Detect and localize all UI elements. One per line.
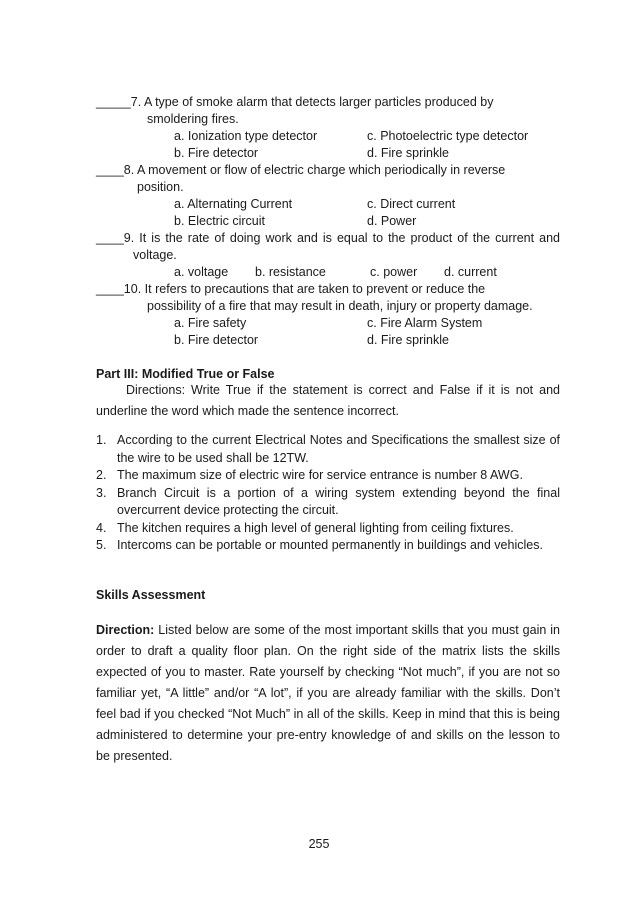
q9-option-c: c. power bbox=[370, 265, 418, 279]
q10-option-b: b. Fire detector bbox=[174, 333, 259, 347]
q7-option-a: a. Ionization type detector bbox=[174, 129, 318, 143]
q7-option-b: b. Fire detector bbox=[174, 146, 259, 160]
part3-heading: Part III: Modified True or False bbox=[96, 367, 275, 381]
q9-option-d: d. current bbox=[444, 265, 497, 279]
true-false-list bbox=[96, 432, 560, 555]
list-item: 2. The maximum size of electric wire for service entrance is number 8 AWG. bbox=[96, 468, 523, 482]
skills-heading: Skills Assessment bbox=[96, 588, 206, 602]
list-item: 4. The kitchen requires a high level of general lighting from ceiling fixtures. bbox=[96, 520, 514, 535]
q10-option-c: c. Fire Alarm System bbox=[367, 316, 483, 330]
list-item: 1. According to the current Electrical Notes and Specifications the smallest size of the wire to be used shall be 12TW. bbox=[96, 433, 560, 465]
q7-stem-cont: smoldering fires. bbox=[147, 112, 239, 126]
q9-option-b: b. resistance bbox=[255, 265, 326, 279]
q8-option-c: c. Direct current bbox=[367, 197, 456, 211]
q9-stem: ____9. It is the rate of doing work and is equal to the product of the current and bbox=[96, 231, 560, 245]
q10-stem: ____10. It refers to precautions that are taken to prevent or reduce the bbox=[96, 282, 486, 296]
skills-direction bbox=[96, 620, 560, 767]
page-number: 255 bbox=[308, 837, 330, 851]
q8-option-d: d. Power bbox=[367, 214, 417, 228]
q7-option-c: c. Photoelectric type detector bbox=[367, 129, 529, 143]
q7-option-d: d. Fire sprinkle bbox=[367, 146, 449, 160]
q10-stem-cont: possibility of a fire that may result in death, injury or property damage. bbox=[147, 299, 533, 313]
q10-option-d: d. Fire sprinkle bbox=[367, 333, 449, 347]
list-item: 3. Branch Circuit is a portion of a wiring system extending beyond the final overcurrent device protecting the circuit. bbox=[96, 485, 560, 517]
q8-option-b: b. Electric circuit bbox=[174, 214, 265, 228]
part3-directions: Directions: Write True if the statement is correct and False if it is not and underline the word which made the sentence incorrect. bbox=[96, 383, 560, 418]
q9-stem-cont: voltage. bbox=[133, 248, 177, 262]
skills-direction-label: Direction: bbox=[96, 623, 155, 637]
skills-direction-text: Listed below are some of the most important skills that you must gain in order to draft a quality floor plan. On the right side of the matrix lists the skills expected of you to master. Rate yourself by checking “Not much”, if you are not so familiar yet, “A little” and/or “A lot”, if you are already familiar with the skills. Don’t feel bad if you checked “Not Much” in all of the skills. Keep in mind that this is being administered to determine your pre-entry knowledge of and skills on the lesson to be presented. bbox=[96, 623, 560, 763]
q10-option-a: a. Fire safety bbox=[174, 316, 247, 330]
q9-option-a: a. voltage bbox=[174, 265, 229, 279]
q8-stem-cont: position. bbox=[137, 180, 184, 194]
list-item: 5. Intercoms can be portable or mounted permanently in buildings and vehicles. bbox=[96, 538, 543, 552]
q7-stem: _____7. A type of smoke alarm that detects larger particles produced by bbox=[96, 95, 494, 109]
q8-option-a: a. Alternating Current bbox=[174, 197, 293, 211]
q8-stem: ____8. A movement or flow of electric charge which periodically in reverse bbox=[96, 163, 506, 177]
